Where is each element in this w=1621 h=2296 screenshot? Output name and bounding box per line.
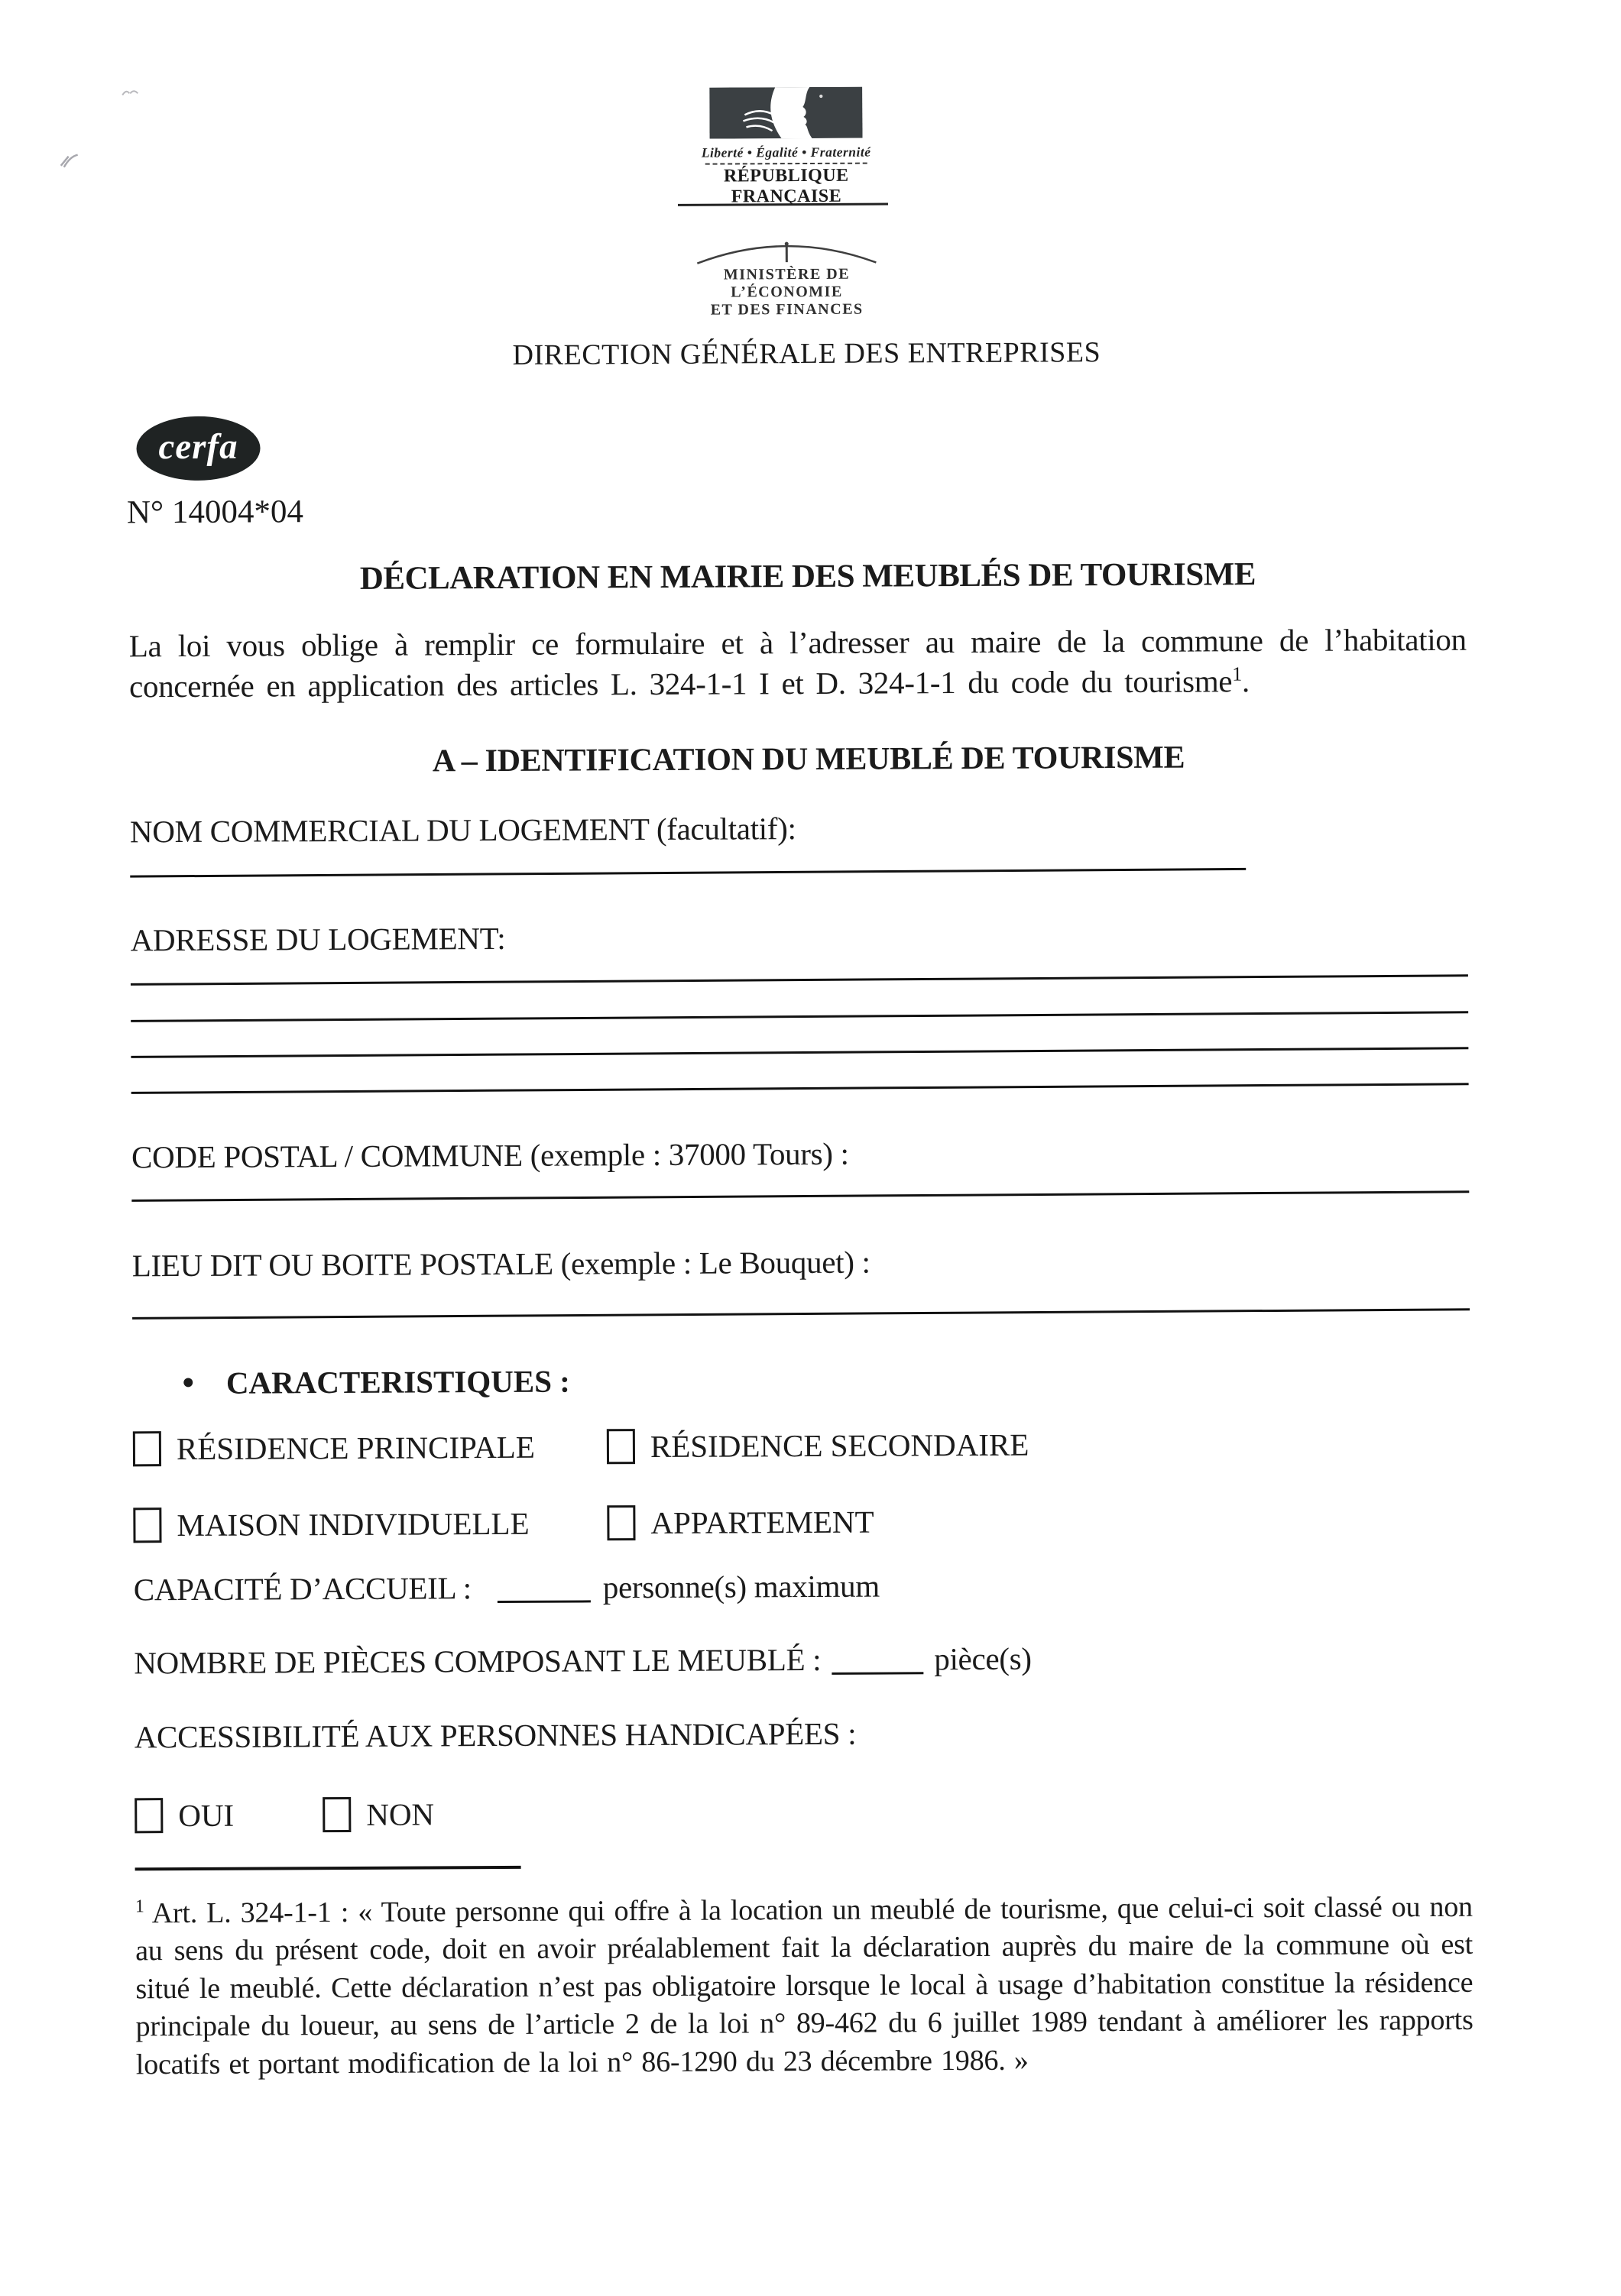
nombre-pieces-row: [134, 1640, 1032, 1682]
nom-commercial-input-line[interactable]: [130, 868, 1246, 878]
nombre-pieces-input-line[interactable]: [832, 1669, 923, 1675]
bullet-icon: •: [182, 1363, 194, 1402]
scan-artifact: [119, 84, 142, 101]
accessibilite-label: ACCESSIBILITÉ AUX PERSONNES HANDICAPÉES :: [135, 1715, 857, 1756]
checkbox-appartement[interactable]: [607, 1504, 874, 1542]
capacite-suffix: personne(s) maximum: [603, 1569, 880, 1605]
adresse-input-line-3[interactable]: [131, 1047, 1468, 1058]
checkbox-icon[interactable]: [133, 1431, 161, 1466]
footnote-text: [135, 1889, 1473, 2084]
checkbox-icon[interactable]: [323, 1797, 351, 1832]
cerfa-logo: [136, 416, 260, 481]
marianne-icon: [709, 87, 862, 139]
ministry-block: [668, 233, 906, 319]
checkbox-label: APPARTEMENT: [650, 1504, 874, 1541]
capacite-input-line[interactable]: [498, 1597, 591, 1603]
checkbox-label: RÉSIDENCE PRINCIPALE: [177, 1429, 535, 1467]
intro-text: La loi vous oblige à remplir ce formulaire et à l’adresser au maire de la commune de l’habitation concernée en application des articles L. 324-1-1 I et D. 324-1-1 du code du tourisme: [129, 622, 1467, 704]
checkbox-non[interactable]: [323, 1796, 434, 1833]
intro-terminator: .: [1242, 663, 1250, 698]
ministry-name-line1: MINISTÈRE DE L’ÉCONOMIE: [668, 265, 905, 302]
code-postal-label: CODE POSTAL / COMMUNE (exemple : 37000 Tours) :: [131, 1135, 849, 1176]
lieu-dit-input-line[interactable]: [132, 1308, 1470, 1320]
ministry-arc-icon: [691, 234, 882, 267]
checkbox-label: MAISON INDIVIDUELLE: [177, 1505, 529, 1543]
checkbox-label: OUI: [178, 1797, 234, 1834]
checkbox-maison-individuelle[interactable]: [133, 1505, 529, 1544]
checkbox-residence-principale[interactable]: [133, 1429, 535, 1468]
capacite-label: CAPACITÉ D’ACCUEIL :: [134, 1570, 472, 1607]
adresse-input-line-1[interactable]: [131, 974, 1468, 986]
section-a-heading: A – IDENTIFICATION DU MEUBLÉ DE TOURISME: [0, 737, 1619, 782]
nom-commercial-label: NOM COMMERCIAL DU LOGEMENT (facultatif):: [130, 810, 796, 850]
logo-motto-divider: [705, 163, 867, 165]
scan-artifact: [57, 149, 83, 172]
logo-motto: Liberté • Égalité • Fraternité: [668, 144, 905, 161]
nombre-pieces-label: NOMBRE DE PIÈCES COMPOSANT LE MEUBLÉ :: [134, 1642, 821, 1680]
checkbox-residence-secondaire[interactable]: [607, 1426, 1029, 1465]
nombre-pieces-suffix: pièce(s): [934, 1641, 1032, 1677]
footnote-reference-mark: 1: [135, 1897, 144, 1917]
republique-francaise-logo: [667, 86, 905, 208]
form-title: DÉCLARATION EN MAIRIE DES MEUBLÉS DE TOURISME: [0, 554, 1618, 599]
caracteristiques-heading-label: CARACTERISTIQUES :: [226, 1362, 570, 1401]
checkbox-icon[interactable]: [607, 1505, 635, 1540]
logo-republic-name: RÉPUBLIQUE FRANÇAISE: [668, 165, 905, 208]
lieu-dit-label: LIEU DIT OU BOITE POSTALE (exemple : Le Bouquet) :: [132, 1244, 870, 1284]
cerfa-number: N° 14004*04: [127, 493, 303, 531]
footnote-reference-mark: 1: [1232, 663, 1242, 685]
direction-generale-title: DIRECTION GÉNÉRALE DES ENTREPRISES: [0, 333, 1617, 374]
adresse-input-line-2[interactable]: [131, 1011, 1468, 1022]
checkbox-icon[interactable]: [607, 1429, 635, 1464]
checkbox-label: RÉSIDENCE SECONDAIRE: [650, 1426, 1029, 1465]
code-postal-input-line[interactable]: [131, 1190, 1469, 1202]
checkbox-icon[interactable]: [133, 1507, 161, 1543]
adresse-input-line-4[interactable]: [131, 1083, 1469, 1094]
adresse-label: ADRESSE DU LOGEMENT:: [131, 920, 506, 958]
checkbox-icon[interactable]: [135, 1798, 163, 1833]
intro-paragraph: [129, 620, 1467, 708]
checkbox-label: NON: [366, 1796, 434, 1832]
footnote-divider: [135, 1866, 521, 1870]
caracteristiques-heading: [182, 1362, 570, 1402]
ministry-name-line2: ET DES FINANCES: [669, 300, 906, 319]
cerfa-logo-text: cerfa: [158, 426, 238, 471]
footnote-body: Art. L. 324-1-1 : « Toute personne qui offre à la location un meublé de tourisme, que celui-ci soit classé ou non au sens du présent code, doit en avoir préalablement fait la déclaration auprès du maire de la commune où est situé le meublé. Cette déclaration n’est pas obligatoire lorsque le local à usage d’habitation constitue la résidence principale du loueur, au sens de l’article 2 de la loi n° 89-462 du 6 juillet 1989 tendant à améliorer les rapports locatifs et portant modification de la loi n° 86-1290 du 23 décembre 1986. »: [135, 1891, 1473, 2081]
checkbox-oui[interactable]: [135, 1797, 234, 1835]
capacite-row: [134, 1568, 880, 1608]
